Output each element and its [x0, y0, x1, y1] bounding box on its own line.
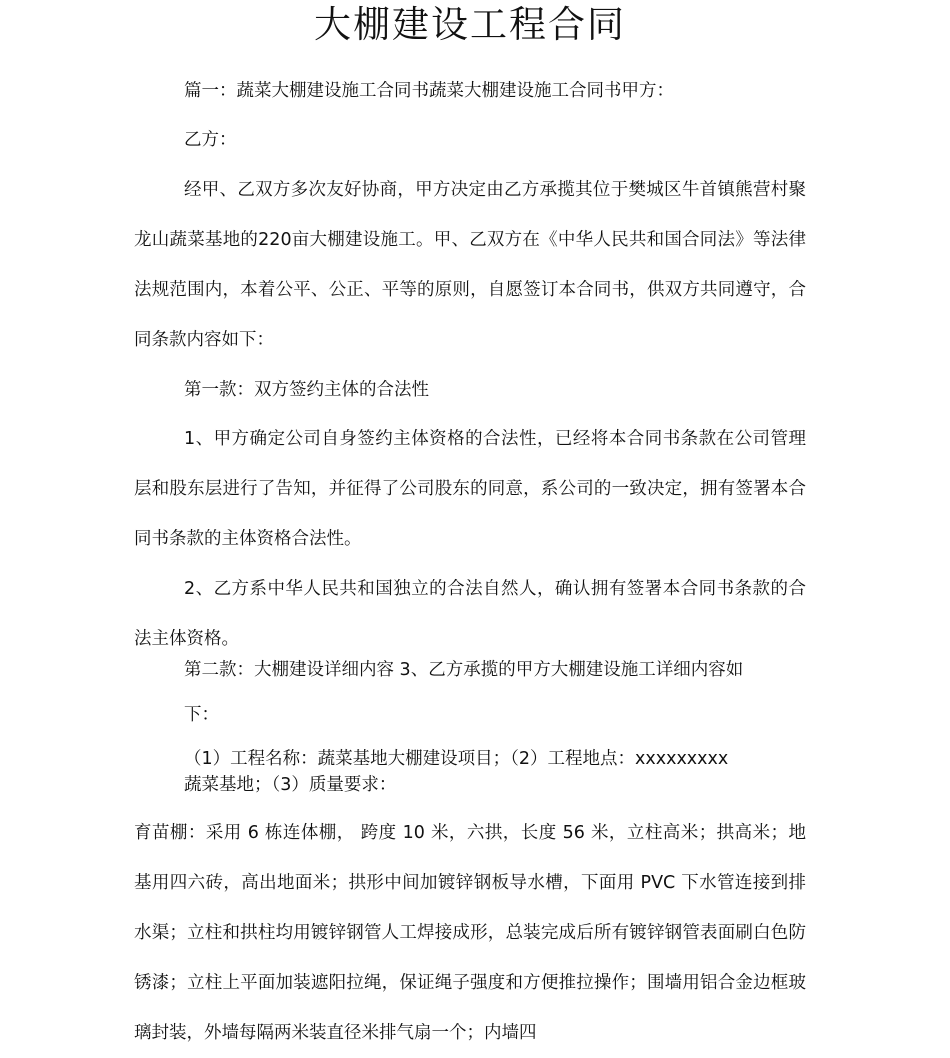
clause-2-heading-cont: 下： — [184, 705, 219, 725]
clause-2-heading: 第二款：大棚建设详细内容 3、乙方承揽的甲方大棚建设施工详细内容如 — [184, 660, 744, 680]
paragraph-intro: 篇一：蔬菜大棚建设施工合同书蔬菜大棚建设施工合同书甲方： — [184, 81, 674, 101]
project-details-line-2: 蔬菜基地；（3）质量要求： — [184, 775, 397, 795]
clause-1-item-2: 2、乙方系中华人民共和国独立的合法自然人，确认拥有签署本合同书条款的合法主体资格。 — [134, 579, 806, 649]
project-details-line-1: （1）工程名称：蔬菜基地大棚建设项目；（2）工程地点：xxxxxxxxx — [184, 749, 729, 769]
clause-1-heading: 第一款：双方签约主体的合法性 — [184, 380, 429, 400]
paragraph-party-b: 乙方： — [184, 130, 237, 150]
document-title: 大棚建设工程合同 — [314, 3, 626, 46]
clause-1-item-1: 1、甲方确定公司自身签约主体资格的合法性，已经将本合同书条款在公司管理层和股东层进行了告知，并征得了公司股东的同意，系公司的一致决定，拥有签署本合同书条款的主体资格合法性。 — [134, 429, 806, 549]
nursery-shed-spec: 育苗棚：采用 6 栋连体棚， 跨度 10 米，六拱，长度 56 米，立柱高米；拱高米；地基用四六砖，高出地面米；拱形中间加镀锌钢板导水槽，下面用 PVC 下水管连接到排水渠；立柱和拱柱均用镀锌钢管人工焊接成形，总装完成后所有镀锌钢管表面刷白色防锈漆；立柱上平面加装遮阳拉绳，保证绳子强度和方便推拉操作；围墙用铝合金边框玻璃封装，外墙每隔两米装直径米排气扇一个；内墙四 — [134, 823, 806, 1043]
paragraph-agreement-basis: 经甲、乙双方多次友好协商，甲方决定由乙方承揽其位于樊城区牛首镇熊营村聚龙山蔬菜基地的220亩大棚建设施工。甲、乙双方在《中华人民共和国合同法》等法律法规范围内，本着公平、公正、平等的原则，自愿签订本合同书，供双方共同遵守，合同条款内容如下： — [134, 180, 806, 350]
